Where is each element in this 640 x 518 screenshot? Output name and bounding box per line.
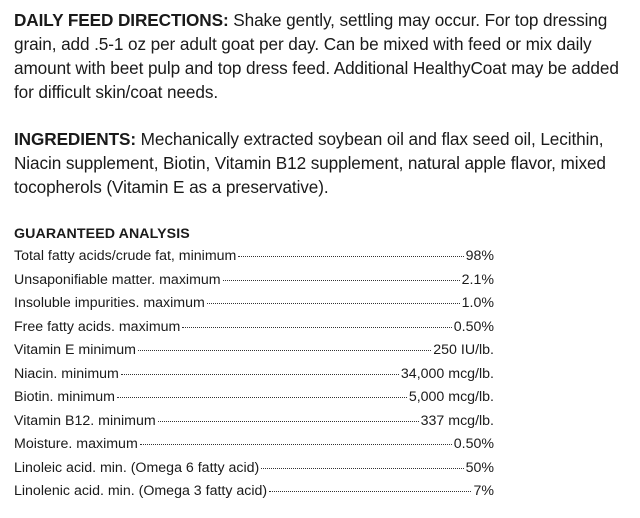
analysis-row bbox=[14, 457, 494, 481]
ingredients-label: INGREDIENTS: bbox=[14, 129, 136, 149]
analysis-row-value: 50% bbox=[465, 459, 494, 476]
analysis-row-name: Unsaponifiable matter. maximum bbox=[14, 271, 221, 288]
directions-text: Shake gently, settling may occur. For top dressing grain, add .5-1 oz per adult goat per day. Can be mixed with feed or mix daily amount with beet pulp and top dress feed. Additional HealthyCoat may be added for difficult skin/coat needs. bbox=[14, 10, 619, 102]
guaranteed-analysis-table bbox=[14, 245, 494, 504]
analysis-row-name: Niacin. minimum bbox=[14, 365, 119, 382]
dot-leader bbox=[158, 421, 419, 422]
analysis-row bbox=[14, 410, 494, 434]
analysis-row-name: Insoluble impurities. maximum bbox=[14, 295, 205, 311]
guaranteed-analysis-title: GUARANTEED ANALYSIS bbox=[14, 226, 190, 242]
analysis-row-value: 98% bbox=[465, 248, 494, 264]
ingredients bbox=[14, 127, 626, 199]
dot-leader bbox=[140, 444, 452, 445]
analysis-row bbox=[14, 339, 494, 363]
analysis-row-value: 250 IU/lb. bbox=[433, 342, 494, 358]
dot-leader bbox=[117, 397, 407, 398]
analysis-row-name: Vitamin E minimum bbox=[14, 342, 136, 358]
analysis-row bbox=[14, 316, 494, 340]
analysis-row-value: 7% bbox=[473, 483, 494, 499]
analysis-row-value: 34,000 mcg/lb. bbox=[400, 365, 494, 382]
analysis-row-name: Free fatty acids. maximum bbox=[14, 318, 181, 335]
analysis-row-name: Linoleic acid. min. (Omega 6 fatty acid) bbox=[14, 459, 260, 476]
ingredients-text: Mechanically extracted soybean oil and flax seed oil, Lecithin, Niacin supplement, Biotin, Vitamin B12 supplement, natural apple flavor, mixed tocopherols (Vitamin E as a preservative). bbox=[14, 129, 606, 197]
analysis-row bbox=[14, 269, 494, 293]
dot-leader bbox=[238, 256, 463, 257]
dot-leader bbox=[269, 491, 471, 492]
analysis-row-name: Moisture. maximum bbox=[14, 436, 138, 452]
analysis-row-name: Biotin. minimum bbox=[14, 389, 115, 405]
dot-leader bbox=[121, 374, 399, 375]
analysis-row-name: Total fatty acids/crude fat, minimum bbox=[14, 248, 237, 264]
analysis-row bbox=[14, 433, 494, 457]
analysis-row-value: 337 mcg/lb. bbox=[420, 412, 494, 429]
dot-leader bbox=[182, 327, 451, 328]
analysis-row bbox=[14, 480, 494, 504]
analysis-row-value: 0.50% bbox=[453, 436, 494, 452]
analysis-row-name: Vitamin B12. minimum bbox=[14, 412, 156, 429]
daily-feed-directions bbox=[14, 8, 626, 104]
analysis-row-value: 2.1% bbox=[461, 271, 494, 288]
analysis-row-value: 5,000 mcg/lb. bbox=[408, 389, 494, 405]
directions-label: DAILY FEED DIRECTIONS: bbox=[14, 10, 229, 30]
analysis-row-name: Linolenic acid. min. (Omega 3 fatty acid) bbox=[14, 483, 268, 499]
analysis-row bbox=[14, 363, 494, 387]
dot-leader bbox=[261, 468, 463, 469]
analysis-row bbox=[14, 386, 494, 410]
analysis-row-value: 0.50% bbox=[453, 318, 494, 335]
analysis-row bbox=[14, 292, 494, 316]
dot-leader bbox=[223, 280, 460, 281]
dot-leader bbox=[138, 350, 431, 351]
analysis-row bbox=[14, 245, 494, 269]
dot-leader bbox=[207, 303, 460, 304]
analysis-row-value: 1.0% bbox=[461, 295, 494, 311]
